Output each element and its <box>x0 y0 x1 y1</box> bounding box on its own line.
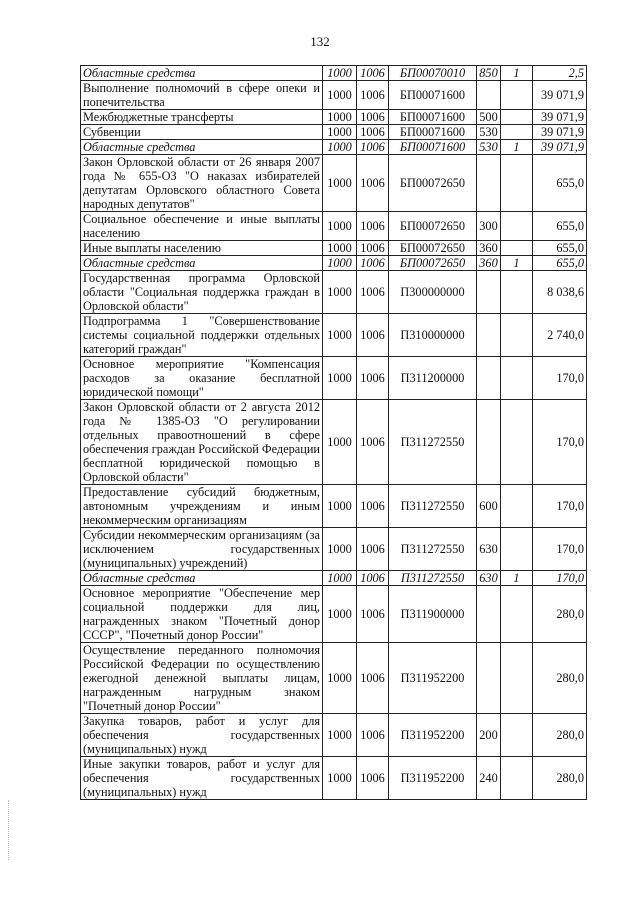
target-article-cell: П311272550 <box>389 528 477 571</box>
row-name-cell: Осуществление переданного полномочия Российской Федерации по осуществлению ежегодной денежной выплаты лицам, награжденным нагрудным знаком "Почетный донор России" <box>81 643 323 714</box>
target-article-cell: БП00072650 <box>389 212 477 241</box>
table-row <box>81 400 587 485</box>
expense-type-cell: 500 <box>477 110 501 125</box>
target-article-cell: БП00071600 <box>389 140 477 155</box>
target-article-cell: П311952200 <box>389 757 477 800</box>
amount-cell: 39 071,9 <box>533 125 587 140</box>
row-name-cell: Основное мероприятие "Обеспечение мер социальной поддержки для лиц, награжденных знаком "Почетный донор СССР", "Почетный донор России" <box>81 586 323 643</box>
subsection-code-cell: 1006 <box>357 212 389 241</box>
funding-source-cell: 1 <box>501 66 533 81</box>
expense-type-cell: 530 <box>477 125 501 140</box>
table-row <box>81 125 587 140</box>
amount-cell: 2,5 <box>533 66 587 81</box>
table-row <box>81 140 587 155</box>
funding-source-cell <box>501 271 533 314</box>
section-code-cell: 1000 <box>323 212 357 241</box>
expense-type-cell: 360 <box>477 241 501 256</box>
section-code-cell: 1000 <box>323 271 357 314</box>
expense-type-cell: 300 <box>477 212 501 241</box>
expense-type-cell <box>477 271 501 314</box>
amount-cell: 280,0 <box>533 714 587 757</box>
expense-type-cell: 850 <box>477 66 501 81</box>
amount-cell: 2 740,0 <box>533 314 587 357</box>
subsection-code-cell: 1006 <box>357 256 389 271</box>
target-article-cell: П310000000 <box>389 314 477 357</box>
funding-source-cell <box>501 212 533 241</box>
section-code-cell: 1000 <box>323 643 357 714</box>
subsection-code-cell: 1006 <box>357 400 389 485</box>
section-code-cell: 1000 <box>323 357 357 400</box>
expense-type-cell <box>477 314 501 357</box>
section-code-cell: 1000 <box>323 125 357 140</box>
expense-type-cell <box>477 586 501 643</box>
section-code-cell: 1000 <box>323 714 357 757</box>
target-article-cell: П311900000 <box>389 586 477 643</box>
funding-source-cell <box>501 81 533 110</box>
amount-cell: 39 071,9 <box>533 140 587 155</box>
expense-type-cell: 630 <box>477 528 501 571</box>
funding-source-cell <box>501 643 533 714</box>
subsection-code-cell: 1006 <box>357 528 389 571</box>
section-code-cell: 1000 <box>323 155 357 212</box>
funding-source-cell <box>501 757 533 800</box>
funding-source-cell <box>501 400 533 485</box>
amount-cell: 280,0 <box>533 643 587 714</box>
section-code-cell: 1000 <box>323 757 357 800</box>
table-row <box>81 757 587 800</box>
row-name-cell: Социальное обеспечение и иные выплаты населению <box>81 212 323 241</box>
section-code-cell: 1000 <box>323 586 357 643</box>
amount-cell: 8 038,6 <box>533 271 587 314</box>
section-code-cell: 1000 <box>323 485 357 528</box>
expense-type-cell <box>477 81 501 110</box>
subsection-code-cell: 1006 <box>357 586 389 643</box>
section-code-cell: 1000 <box>323 140 357 155</box>
amount-cell: 39 071,9 <box>533 110 587 125</box>
funding-source-cell <box>501 357 533 400</box>
target-article-cell: БП00071600 <box>389 125 477 140</box>
table-row <box>81 586 587 643</box>
subsection-code-cell: 1006 <box>357 485 389 528</box>
table-row <box>81 66 587 81</box>
table-row <box>81 271 587 314</box>
target-article-cell: БП00072650 <box>389 155 477 212</box>
table-row <box>81 528 587 571</box>
section-code-cell: 1000 <box>323 528 357 571</box>
table-row <box>81 357 587 400</box>
expense-type-cell: 530 <box>477 140 501 155</box>
section-code-cell: 1000 <box>323 314 357 357</box>
table-row <box>81 155 587 212</box>
table-row <box>81 714 587 757</box>
funding-source-cell <box>501 125 533 140</box>
funding-source-cell <box>501 714 533 757</box>
budget-table <box>80 65 587 800</box>
section-code-cell: 1000 <box>323 110 357 125</box>
row-name-cell: Субсидии некоммерческим организациям (за исключением государственных (муниципальных) учреждений) <box>81 528 323 571</box>
target-article-cell: БП00072650 <box>389 256 477 271</box>
subsection-code-cell: 1006 <box>357 571 389 586</box>
subsection-code-cell: 1006 <box>357 357 389 400</box>
expense-type-cell <box>477 400 501 485</box>
target-article-cell: П311952200 <box>389 714 477 757</box>
subsection-code-cell: 1006 <box>357 140 389 155</box>
funding-source-cell <box>501 586 533 643</box>
target-article-cell: П311272550 <box>389 571 477 586</box>
section-code-cell: 1000 <box>323 66 357 81</box>
amount-cell: 280,0 <box>533 586 587 643</box>
row-name-cell: Закупка товаров, работ и услуг для обеспечения государственных (муниципальных) нужд <box>81 714 323 757</box>
amount-cell: 655,0 <box>533 241 587 256</box>
table-row <box>81 256 587 271</box>
expense-type-cell: 360 <box>477 256 501 271</box>
row-name-cell: Закон Орловской области от 2 августа 2012 года № 1385-ОЗ "О регулировании отдельных правоотношений в сфере обеспечения граждан Российской Федерации бесплатной юридической помощью в Орловской области" <box>81 400 323 485</box>
section-code-cell: 1000 <box>323 241 357 256</box>
subsection-code-cell: 1006 <box>357 155 389 212</box>
budget-table-body <box>81 66 587 800</box>
expense-type-cell: 630 <box>477 571 501 586</box>
expense-type-cell: 200 <box>477 714 501 757</box>
target-article-cell: П311952200 <box>389 643 477 714</box>
target-article-cell: П311272550 <box>389 400 477 485</box>
subsection-code-cell: 1006 <box>357 757 389 800</box>
amount-cell: 170,0 <box>533 400 587 485</box>
row-name-cell: Государственная программа Орловской области "Социальная поддержка граждан в Орловской области" <box>81 271 323 314</box>
target-article-cell: БП00070010 <box>389 66 477 81</box>
amount-cell: 655,0 <box>533 155 587 212</box>
funding-source-cell <box>501 485 533 528</box>
funding-source-cell: 1 <box>501 571 533 586</box>
row-name-cell: Субвенции <box>81 125 323 140</box>
expense-type-cell: 240 <box>477 757 501 800</box>
subsection-code-cell: 1006 <box>357 271 389 314</box>
subsection-code-cell: 1006 <box>357 110 389 125</box>
target-article-cell: П311272550 <box>389 485 477 528</box>
table-row <box>81 485 587 528</box>
expense-type-cell <box>477 643 501 714</box>
amount-cell: 655,0 <box>533 212 587 241</box>
target-article-cell: П300000000 <box>389 271 477 314</box>
table-row <box>81 110 587 125</box>
subsection-code-cell: 1006 <box>357 81 389 110</box>
row-name-cell: Областные средства <box>81 140 323 155</box>
table-row <box>81 643 587 714</box>
row-name-cell: Выполнение полномочий в сфере опеки и попечительства <box>81 81 323 110</box>
row-name-cell: Подпрограмма 1 "Совершенствование системы социальной поддержки отдельных категорий граждан" <box>81 314 323 357</box>
amount-cell: 170,0 <box>533 528 587 571</box>
row-name-cell: Основное мероприятие "Компенсация расходов за оказание бесплатной юридической помощи" <box>81 357 323 400</box>
table-row <box>81 212 587 241</box>
subsection-code-cell: 1006 <box>357 714 389 757</box>
target-article-cell: БП00071600 <box>389 110 477 125</box>
target-article-cell: П311200000 <box>389 357 477 400</box>
section-code-cell: 1000 <box>323 256 357 271</box>
subsection-code-cell: 1006 <box>357 643 389 714</box>
table-row <box>81 241 587 256</box>
scan-margin-mark <box>8 800 10 860</box>
target-article-cell: БП00072650 <box>389 241 477 256</box>
subsection-code-cell: 1006 <box>357 66 389 81</box>
row-name-cell: Закон Орловской области от 26 января 2007 года № 655-ОЗ "О наказах избирателей депутатам Орловского областного Совета народных депутатов" <box>81 155 323 212</box>
table-row <box>81 314 587 357</box>
funding-source-cell: 1 <box>501 140 533 155</box>
table-row <box>81 81 587 110</box>
section-code-cell: 1000 <box>323 571 357 586</box>
amount-cell: 39 071,9 <box>533 81 587 110</box>
funding-source-cell <box>501 155 533 212</box>
subsection-code-cell: 1006 <box>357 241 389 256</box>
subsection-code-cell: 1006 <box>357 314 389 357</box>
page-number: 132 <box>310 34 330 49</box>
funding-source-cell: 1 <box>501 256 533 271</box>
amount-cell: 280,0 <box>533 757 587 800</box>
funding-source-cell <box>501 110 533 125</box>
row-name-cell: Областные средства <box>81 66 323 81</box>
amount-cell: 655,0 <box>533 256 587 271</box>
expense-type-cell <box>477 155 501 212</box>
section-code-cell: 1000 <box>323 400 357 485</box>
expense-type-cell <box>477 357 501 400</box>
amount-cell: 170,0 <box>533 485 587 528</box>
funding-source-cell <box>501 314 533 357</box>
amount-cell: 170,0 <box>533 357 587 400</box>
subsection-code-cell: 1006 <box>357 125 389 140</box>
target-article-cell: БП00071600 <box>389 81 477 110</box>
funding-source-cell <box>501 528 533 571</box>
amount-cell: 170,0 <box>533 571 587 586</box>
funding-source-cell <box>501 241 533 256</box>
table-row <box>81 571 587 586</box>
row-name-cell: Областные средства <box>81 571 323 586</box>
row-name-cell: Предоставление субсидий бюджетным, автономным учреждениям и иным некоммерческим организациям <box>81 485 323 528</box>
section-code-cell: 1000 <box>323 81 357 110</box>
expense-type-cell: 600 <box>477 485 501 528</box>
row-name-cell: Иные закупки товаров, работ и услуг для обеспечения государственных (муниципальных) нужд <box>81 757 323 800</box>
row-name-cell: Иные выплаты населению <box>81 241 323 256</box>
row-name-cell: Межбюджетные трансферты <box>81 110 323 125</box>
row-name-cell: Областные средства <box>81 256 323 271</box>
